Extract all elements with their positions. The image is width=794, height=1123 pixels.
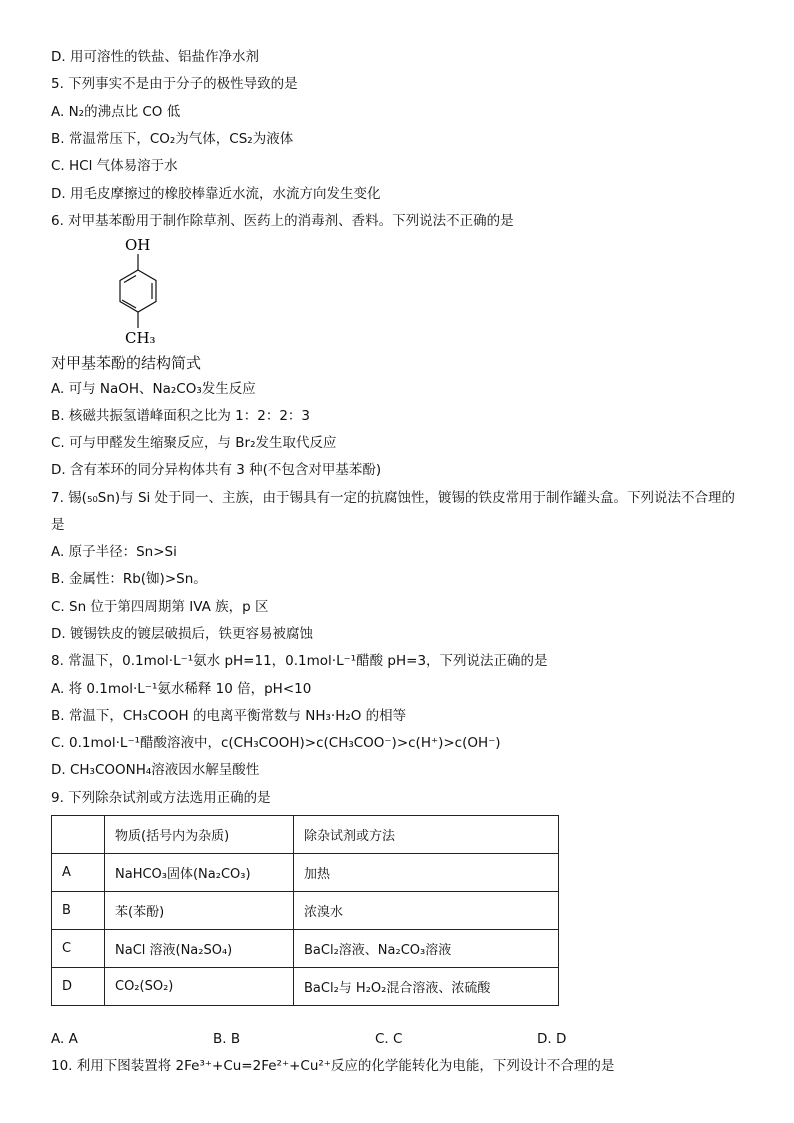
q9-answer-a: A. A xyxy=(51,1031,78,1047)
table-cell: NaCl 溶液(Na₂SO₄) xyxy=(105,930,294,968)
q6-option-d: D. 含有苯环的同分异构体共有 3 种(不包含对甲基苯酚) xyxy=(51,462,382,478)
table-cell: C xyxy=(52,930,105,968)
q8-option-d: D. CH₃COONH₄溶液因水解呈酸性 xyxy=(51,762,260,778)
q5-stem: 5. 下列事实不是由于分子的极性导致的是 xyxy=(51,76,298,92)
q7-option-c: C. Sn 位于第四周期第 IVA 族，p 区 xyxy=(51,599,269,615)
table-cell: D xyxy=(52,968,105,1006)
q7-stem-cont: 是 xyxy=(51,517,65,533)
table-header-cell xyxy=(52,816,105,854)
q6-option-b: B. 核磁共振氢谱峰面积之比为 1：2：2：3 xyxy=(51,408,310,424)
table-cell: NaHCO₃固体(Na₂CO₃) xyxy=(105,854,294,892)
q9-answer-c: C. C xyxy=(375,1031,403,1047)
table-row xyxy=(52,854,559,892)
q8-stem: 8. 常温下，0.1mol·L⁻¹氨水 pH=11，0.1mol·L⁻¹醋酸 pH=3，下列说法正确的是 xyxy=(51,653,548,669)
table-header-cell: 除杂试剂或方法 xyxy=(294,816,559,854)
q9-answer-d: D. D xyxy=(537,1031,567,1047)
q5-option-d: D. 用毛皮摩擦过的橡胶棒靠近水流，水流方向发生变化 xyxy=(51,186,381,202)
q7-option-b: B. 金属性：Rb(铷)>Sn。 xyxy=(51,571,207,587)
q5-option-a: A. N₂的沸点比 CO 低 xyxy=(51,104,181,120)
table-cell: 浓溴水 xyxy=(294,892,559,930)
table-cell: BaCl₂溶液、Na₂CO₃溶液 xyxy=(294,930,559,968)
table-header-cell: 物质(括号内为杂质) xyxy=(105,816,294,854)
q8-option-b: B. 常温下，CH₃COOH 的电离平衡常数与 NH₃·H₂O 的相等 xyxy=(51,708,407,724)
table-row xyxy=(52,930,559,968)
table-cell: BaCl₂与 H₂O₂混合溶液、浓硫酸 xyxy=(294,968,559,1006)
table-cell: CO₂(SO₂) xyxy=(105,968,294,1006)
q4-option-d: D. 用可溶性的铁盐、铝盐作净水剂 xyxy=(51,49,259,65)
q7-stem: 7. 锡(₅₀Sn)与 Si 处于同一、主族，由于锡具有一定的抗腐蚀性，镀锡的铁皮常用于制作罐头盒。下列说法不合理的 xyxy=(51,490,736,506)
table-row xyxy=(52,968,559,1006)
q5-option-b: B. 常温常压下，CO₂为气体，CS₂为液体 xyxy=(51,131,294,147)
table-cell: B xyxy=(52,892,105,930)
q7-option-d: D. 镀锡铁皮的镀层破损后，铁更容易被腐蚀 xyxy=(51,626,313,642)
structure-ch3-label: CH₃ xyxy=(125,329,156,347)
structure-oh-label: OH xyxy=(125,236,151,254)
p-cresol-structure xyxy=(95,232,185,350)
q10-stem: 10. 利用下图装置将 2Fe³⁺+Cu=2Fe²⁺+Cu²⁺反应的化学能转化为电能，下列设计不合理的是 xyxy=(51,1058,615,1074)
q7-option-a: A. 原子半径：Sn>Si xyxy=(51,544,177,560)
table-row xyxy=(52,892,559,930)
q5-option-c: C. HCl 气体易溶于水 xyxy=(51,158,178,174)
q6-option-a: A. 可与 NaOH、Na₂CO₃发生反应 xyxy=(51,381,256,397)
q8-option-c: C. 0.1mol·L⁻¹醋酸溶液中，c(CH₃COOH)>c(CH₃COO⁻)>c(H⁺)>c(OH⁻) xyxy=(51,735,501,751)
table-header-row xyxy=(52,816,559,854)
table-cell: 加热 xyxy=(294,854,559,892)
q9-answer-b: B. B xyxy=(213,1031,241,1047)
q6-stem: 6. 对甲基苯酚用于制作除草剂、医药上的消毒剂、香料。下列说法不正确的是 xyxy=(51,213,514,229)
q8-option-a: A. 将 0.1mol·L⁻¹氨水稀释 10 倍，pH<10 xyxy=(51,681,312,697)
table-cell: 苯(苯酚) xyxy=(105,892,294,930)
structure-caption: 对甲基苯酚的结构简式 xyxy=(51,354,202,372)
q9-stem: 9. 下列除杂试剂或方法选用正确的是 xyxy=(51,790,271,806)
table-cell: A xyxy=(52,854,105,892)
q9-table xyxy=(51,815,559,1006)
q6-option-c: C. 可与甲醛发生缩聚反应，与 Br₂发生取代反应 xyxy=(51,435,337,451)
